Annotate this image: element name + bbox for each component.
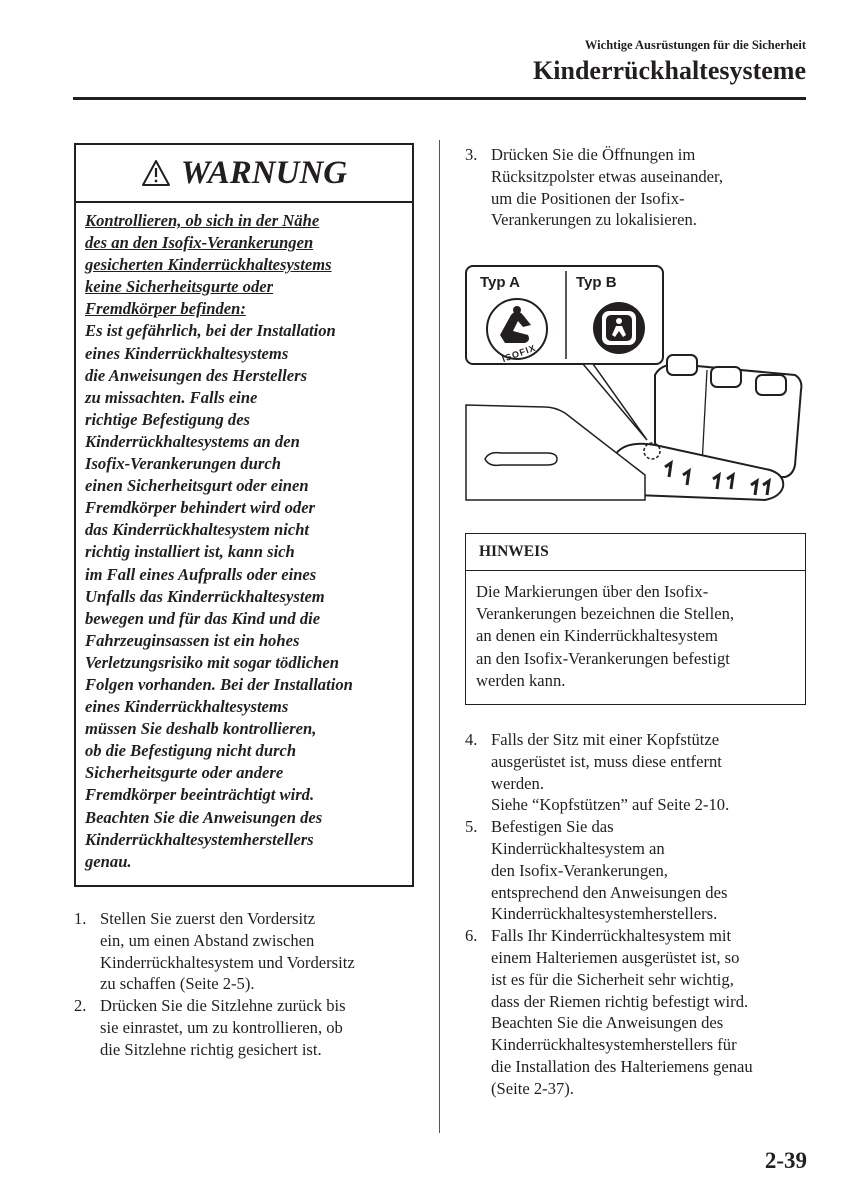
- steps-list-left: [74, 908, 355, 1061]
- note-line: an denen ein Kinderrückhaltesystem: [476, 626, 718, 646]
- note-line: Die Markierungen über den Isofix-: [476, 582, 709, 601]
- warning-line: einen Sicherheitsgurt oder einen: [85, 476, 309, 496]
- note-line: Verankerungen bezeichnen die Stellen,: [476, 604, 735, 624]
- warning-line: im Fall eines Aufpralls oder eines: [85, 564, 317, 584]
- step-line: Befestigen Sie das: [491, 817, 614, 837]
- warning-line: Fremdkörper behindert wird oder: [85, 498, 316, 518]
- step-line: werden.: [491, 773, 544, 793]
- note-line: werden kann.: [476, 670, 566, 690]
- step-line: Kinderrückhaltesystemherstellers.: [491, 904, 718, 924]
- warning-triangle-icon: [141, 159, 171, 187]
- list-item: [465, 925, 753, 1099]
- warning-heading: [85, 210, 410, 320]
- steps-list-right-top: [465, 144, 723, 231]
- step-line: die Sitzlehne richtig gesichert ist.: [100, 1039, 322, 1059]
- list-item: [74, 995, 355, 1060]
- steps-list-right-bottom: [465, 729, 753, 1100]
- step-line: Drücken Sie die Öffnungen im: [491, 145, 696, 164]
- step-number: 3.: [465, 145, 478, 164]
- warning-line: das Kinderrückhaltesystem nicht: [85, 520, 310, 540]
- header-rule: [73, 97, 806, 100]
- step-line: Drücken Sie die Sitzlehne zurück bis: [100, 996, 346, 1016]
- step-line: Siehe “Kopfstützen” auf Seite 2-10.: [491, 795, 730, 815]
- warning-header: [76, 145, 412, 203]
- step-line: entsprechend den Anweisungen des: [491, 882, 728, 902]
- step-line: zu schaffen (Seite 2-5).: [100, 974, 255, 994]
- step-number: 5.: [465, 817, 478, 837]
- step-number: 6.: [465, 926, 478, 946]
- warning-text: [85, 210, 410, 873]
- warning-heading-line: keine Sicherheitsgurte oder: [85, 277, 274, 297]
- warning-title: WARNUNG: [180, 154, 348, 191]
- step-line: Beachten Sie die Anweisungen des: [491, 1013, 724, 1033]
- list-item: [465, 729, 753, 816]
- warning-heading-line: Fremdkörper befinden:: [85, 299, 246, 319]
- warning-heading-line: gesicherten Kinderrückhaltesystems: [85, 255, 332, 275]
- warning-box: [74, 143, 414, 887]
- warning-line: Isofix-Verankerungen durch: [85, 454, 281, 474]
- step-line: (Seite 2-37).: [491, 1078, 574, 1098]
- warning-line: Fahrzeuginsassen ist ein hohes: [85, 630, 300, 650]
- step-line: ist es für die Sicherheit sehr wichtig,: [491, 969, 734, 989]
- step-line: Falls Ihr Kinderrückhaltesystem mit: [491, 926, 732, 946]
- warning-line: ob die Befestigung nicht durch: [85, 741, 297, 761]
- step-line: die Installation des Halteriemens genau: [491, 1056, 753, 1076]
- rear-seat-illustration: [465, 265, 806, 510]
- note-title: HINWEIS: [466, 534, 805, 571]
- warning-line: eines Kinderrückhaltesystems: [85, 697, 289, 717]
- step-line: Rücksitzpolster etwas auseinander,: [491, 166, 724, 186]
- step-line: einem Halteriemen ausgerüstet ist, so: [491, 947, 740, 967]
- warning-line: richtige Befestigung des: [85, 409, 251, 429]
- type-b-label: Typ B: [576, 274, 617, 291]
- note-box: [465, 533, 806, 705]
- header-section-title: Wichtige Ausrüstungen für die Sicherheit: [584, 38, 806, 52]
- step-line: den Isofix-Verankerungen,: [491, 860, 668, 880]
- isofix-icon-text: ISOFIX: [500, 342, 538, 365]
- step-line: sie einrastet, um zu kontrollieren, ob: [100, 1017, 343, 1037]
- warning-line: Beachten Sie die Anweisungen des: [85, 807, 323, 827]
- step-line: Stellen Sie zuerst den Vordersitz: [100, 909, 316, 928]
- step-line: dass der Riemen richtig befestigt wird.: [491, 991, 749, 1011]
- warning-line: müssen Sie deshalb kontrollieren,: [85, 719, 317, 739]
- warning-line: zu missachten. Falls eine: [85, 387, 258, 407]
- warning-line: Kinderrückhaltesystems an den: [85, 431, 300, 451]
- isofix-figure: [465, 265, 806, 510]
- page-number: 2-39: [764, 1148, 807, 1173]
- list-item: [74, 908, 355, 995]
- list-item: [465, 816, 753, 925]
- warning-line: Sicherheitsgurte oder andere: [85, 763, 284, 783]
- page-title: Kinderrückhaltesysteme: [533, 56, 806, 85]
- step-line: Kinderrückhaltesystem an: [491, 838, 665, 858]
- step-line: ein, um einen Abstand zwischen: [100, 930, 315, 950]
- warning-line: die Anweisungen des Herstellers: [85, 365, 308, 385]
- warning-line: Verletzungsrisiko mit sogar tödlichen: [85, 652, 340, 672]
- note-body: [466, 571, 805, 692]
- step-line: Falls der Sitz mit einer Kopfstütze: [491, 730, 720, 749]
- step-line: Verankerungen zu lokalisieren.: [491, 210, 697, 230]
- warning-line: Fremdkörper beeinträchtigt wird.: [85, 785, 315, 805]
- warning-line: genau.: [85, 851, 132, 871]
- list-item: [465, 144, 723, 231]
- warning-heading-line: des an den Isofix-Verankerungen: [85, 233, 314, 253]
- note-line: an den Isofix-Verankerungen befestigt: [476, 648, 730, 668]
- warning-line: Unfalls das Kinderrückhaltesystem: [85, 586, 325, 606]
- step-number: 2.: [74, 996, 87, 1016]
- step-line: um die Positionen der Isofix-: [491, 188, 685, 208]
- step-line: Kinderrückhaltesystem und Vordersitz: [100, 952, 355, 972]
- warning-line: richtig installiert ist, kann sich: [85, 542, 295, 562]
- warning-heading-line: Kontrollieren, ob sich in der Nähe: [85, 211, 320, 230]
- step-line: Kinderrückhaltesystemherstellers für: [491, 1035, 737, 1055]
- warning-body: [85, 320, 410, 872]
- warning-line: bewegen und für das Kind und die: [85, 608, 321, 628]
- isofix-child-seat-square-icon: [593, 302, 645, 354]
- warning-line: Es ist gefährlich, bei der Installation: [85, 321, 336, 341]
- type-a-label: Typ A: [480, 274, 520, 291]
- warning-line: Folgen vorhanden. Bei der Installation: [85, 674, 353, 694]
- warning-line: Kinderrückhaltesystemherstellers: [85, 829, 314, 849]
- step-number: 1.: [74, 909, 87, 928]
- warning-line: eines Kinderrückhaltesystems: [85, 343, 289, 363]
- column-divider: [439, 140, 440, 1133]
- step-line: ausgerüstet ist, muss diese entfernt: [491, 751, 722, 771]
- step-number: 4.: [465, 730, 478, 749]
